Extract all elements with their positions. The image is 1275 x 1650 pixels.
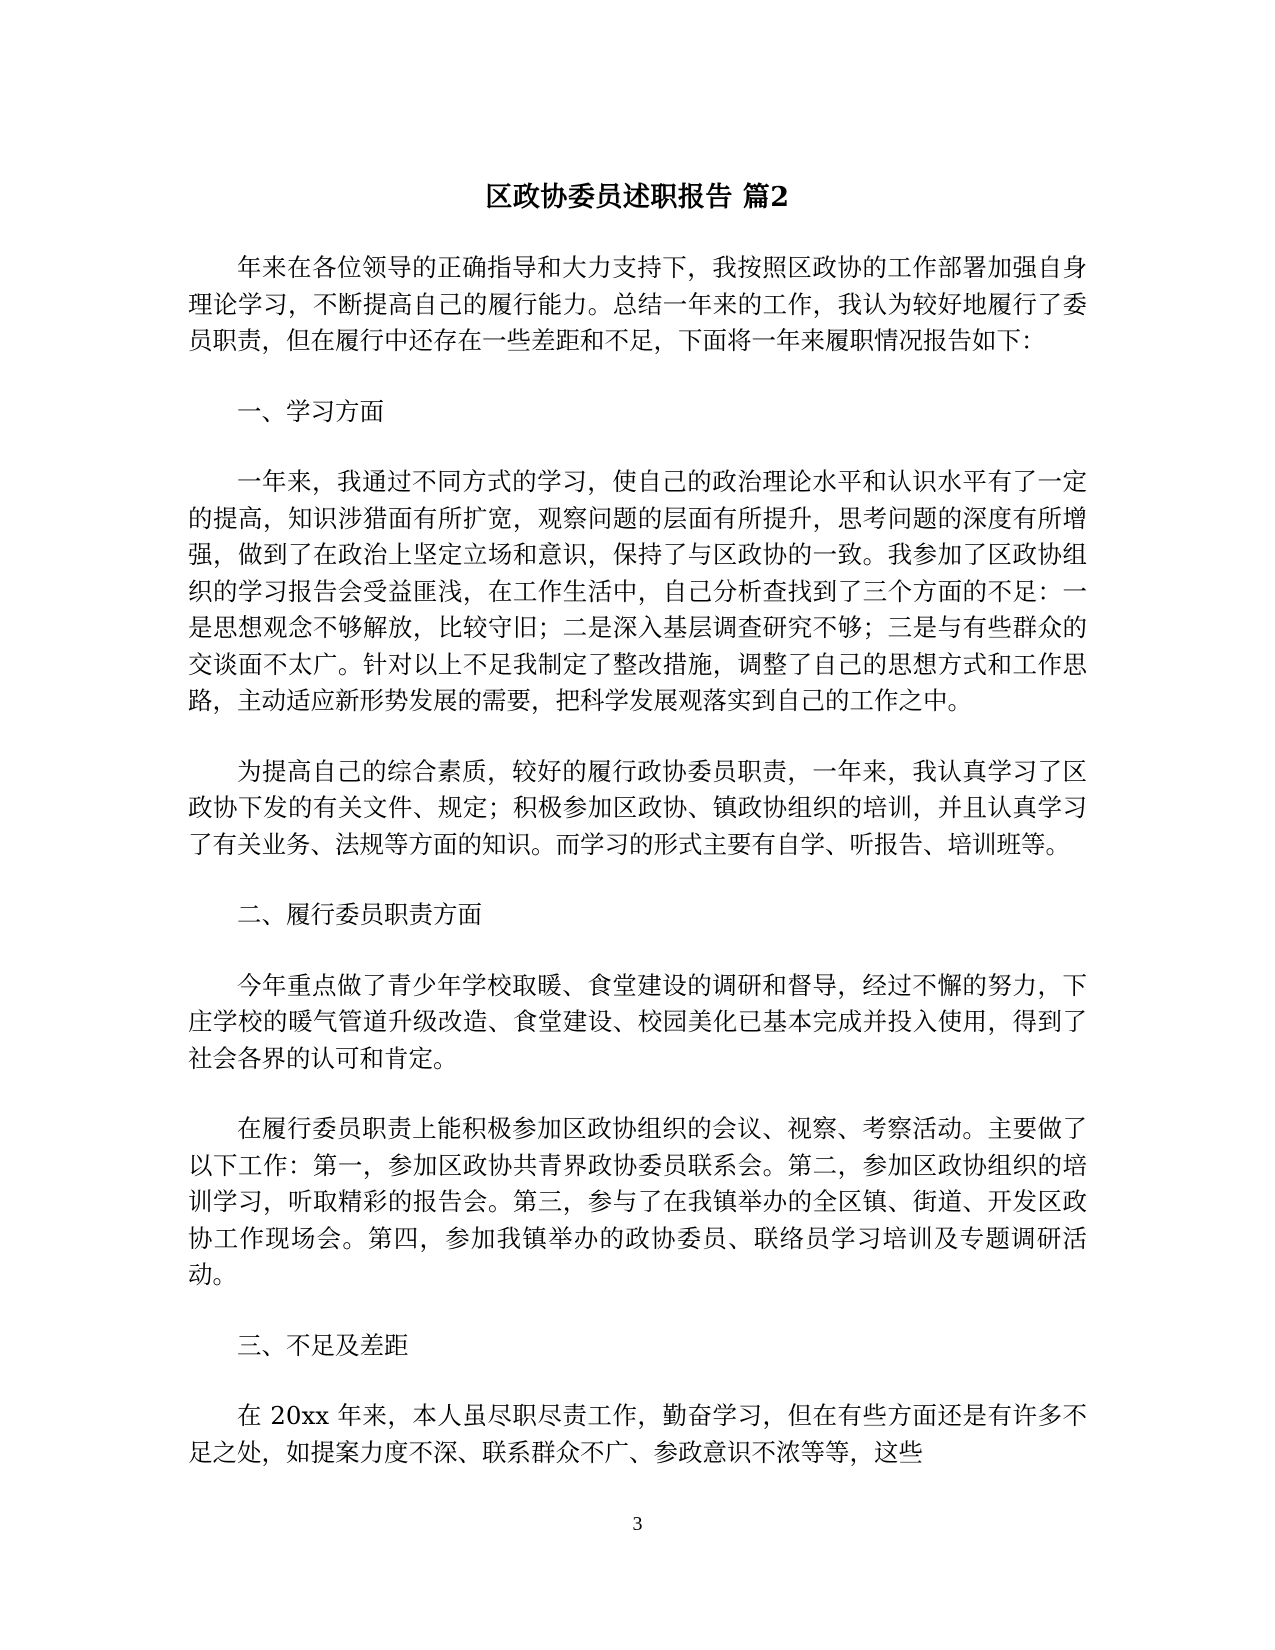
duties-paragraph-2: 在履行委员职责上能积极参加区政协组织的会议、视察、考察活动。主要做了以下工作：第一，参加区政协共青界政协委员联系会。第二，参加区政协组织的培训学习，听取精彩的报告会。第三，参与了在我镇举办的全区镇、街道、开发区政协工作现场会。第四，参加我镇举办的政协委员、联络员学习培训及专题调研活动。 (188, 1114, 1087, 1289)
document-title: 区政协委员述职报告 篇2 (485, 182, 790, 213)
study-paragraph-2: 为提高自己的综合素质，较好的履行政协委员职责，一年来，我认真学习了区政协下发的有关文件、规定；积极参加区政协、镇政协组织的培训，并且认真学习了有关业务、法规等方面的知识。而学习的形式主要有自学、听报告、培训班等。 (188, 756, 1087, 859)
duties-paragraph-1: 今年重点做了青少年学校取暖、食堂建设的调研和督导，经过不懈的努力，下庄学校的暖气管道升级改造、食堂建设、校园美化已基本完成并投入使用，得到了社会各界的认可和肯定。 (188, 970, 1087, 1073)
document-body (188, 250, 1087, 1505)
section-heading-study: 一、学习方面 (237, 396, 384, 426)
intro-paragraph: 年来在各位领导的正确指导和大力支持下，我按照区政协的工作部署加强自身理论学习，不断提高自己的履行能力。总结一年来的工作，我认为较好地履行了委员职责，但在履行中还存在一些差距和不足，下面将一年来履职情况报告如下： (188, 253, 1087, 355)
section-heading-duties: 二、履行委员职责方面 (237, 900, 482, 929)
study-paragraph-1: 一年来，我通过不同方式的学习，使自己的政治理论水平和认识水平有了一定的提高，知识涉猎面有所扩宽，观察问题的层面有所提升，思考问题的深度有所增强，做到了在政治上坚定立场和意识，保持了与区政协的一致。我参加了区政协组织的学习报告会受益匪浅，在工作生活中，自己分析查找到了三个方面的不足：一是思想观念不够解放，比较守旧；二是深入基层调查研究不够；三是与有些群众的交谈面不太广。针对以上不足我制定了整改措施，调整了自己的思想方式和工作思路，主动适应新形势发展的需要，把科学发展观落实到自己的工作之中。 (188, 467, 1087, 715)
shortcomings-paragraph: 在 20xx 年来，本人虽尽职尽责工作，勤奋学习，但在有些方面还是有许多不足之处，如提案力度不深、联系群众不广、参政意识不浓等等，这些 (188, 1401, 1087, 1467)
section-heading-shortcomings: 三、不足及差距 (237, 1330, 409, 1360)
page-number: 3 (632, 1513, 643, 1535)
